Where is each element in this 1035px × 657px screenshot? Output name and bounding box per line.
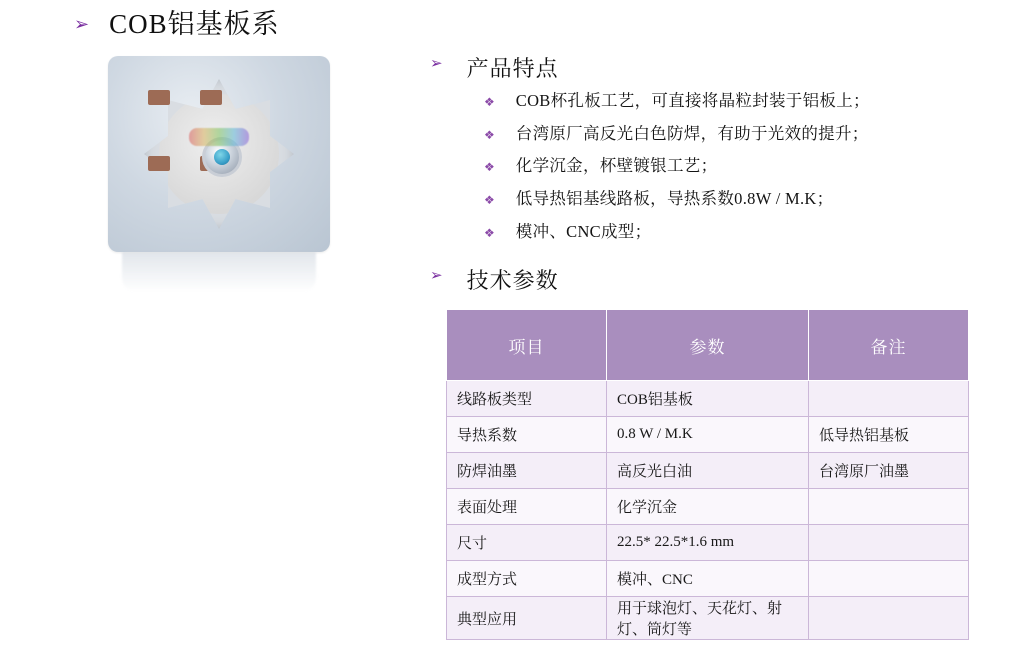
- feature-text: 低导热铝基线路板，导热系数0.8W / M.K；: [515, 188, 834, 208]
- table-cell-remark: [809, 381, 969, 417]
- solder-pad: [148, 90, 170, 105]
- table-cell-item: 成型方式: [447, 561, 607, 597]
- table-header-cell: 备注: [809, 310, 969, 381]
- feature-text: COB杯孔板工艺，可直接将晶粒封装于铝板上；: [515, 91, 870, 110]
- table-cell-item: 典型应用: [447, 597, 607, 640]
- table-row: [447, 597, 969, 640]
- table-header-cell: 项目: [447, 310, 607, 381]
- table-header-cell: 参数: [607, 310, 809, 381]
- features-heading: [430, 52, 1000, 83]
- photo-reflection: [122, 252, 316, 292]
- table-cell-item: 线路板类型: [447, 381, 607, 417]
- features-list: [430, 91, 1000, 242]
- arrow-bullet-icon: ➢: [430, 268, 443, 285]
- table-cell-remark: [809, 561, 969, 597]
- table-cell-remark: [809, 597, 969, 640]
- list-item: [484, 189, 1000, 210]
- content-column: [430, 52, 1000, 640]
- table-cell-remark: [809, 489, 969, 525]
- arrow-bullet-icon: ➢: [74, 13, 90, 34]
- table-cell-param: 高反光白油: [607, 453, 809, 489]
- product-image: [108, 56, 330, 266]
- list-item: [484, 124, 1000, 145]
- table-row: [447, 417, 969, 453]
- product-photo: [108, 56, 330, 252]
- table-cell-remark: 低导热铝基板: [809, 417, 969, 453]
- table-cell-param: 模冲、CNC: [607, 561, 809, 597]
- specs-heading: [430, 264, 1000, 295]
- table-cell-item: 导热系数: [447, 417, 607, 453]
- table-cell-param: 0.8 W / M.K: [607, 417, 809, 453]
- table-row: [447, 525, 969, 561]
- arrow-bullet-icon: ➢: [430, 56, 443, 72]
- solder-pad: [200, 90, 222, 105]
- table-row: [447, 381, 969, 417]
- features-title: 产品特点: [466, 56, 559, 81]
- table-row: [447, 561, 969, 597]
- table-header-row: [447, 310, 969, 381]
- specs-title: 技术参数: [466, 268, 559, 294]
- table-cell-remark: [809, 525, 969, 561]
- diamond-bullet-icon: ❖: [484, 192, 495, 207]
- table-row: [447, 489, 969, 525]
- table-cell-item: 表面处理: [447, 489, 607, 525]
- table-cell-param: 化学沉金: [607, 489, 809, 525]
- diamond-bullet-icon: ❖: [484, 225, 495, 240]
- table-cell-remark: 台湾原厂油墨: [809, 453, 969, 489]
- list-item: [484, 222, 1000, 243]
- table-cell-item: 防焊油墨: [447, 453, 607, 489]
- table-cell-param: 用于球泡灯、天花灯、射灯、筒灯等: [607, 597, 809, 640]
- table-cell-param: 22.5* 22.5*1.6 mm: [607, 525, 809, 561]
- page-title-row: [74, 2, 280, 41]
- specs-table: [446, 309, 969, 640]
- table-cell-param: COB铝基板: [607, 381, 809, 417]
- list-item: [484, 91, 1000, 112]
- diamond-bullet-icon: ❖: [484, 127, 495, 142]
- feature-text: 台湾原厂高反光白色防焊，有助于光效的提升；: [515, 123, 869, 143]
- reflection-highlight: [189, 128, 249, 146]
- feature-text: 化学沉金，杯壁镀银工艺；: [515, 156, 718, 176]
- solder-pad: [148, 156, 170, 171]
- diamond-bullet-icon: ❖: [484, 160, 495, 175]
- page-title: COB铝基板系: [109, 9, 280, 39]
- list-item: [484, 156, 1000, 177]
- table-row: [447, 453, 969, 489]
- diamond-bullet-icon: ❖: [484, 95, 495, 109]
- table-cell-item: 尺寸: [447, 525, 607, 561]
- feature-text: 模冲、CNC成型；: [515, 221, 652, 241]
